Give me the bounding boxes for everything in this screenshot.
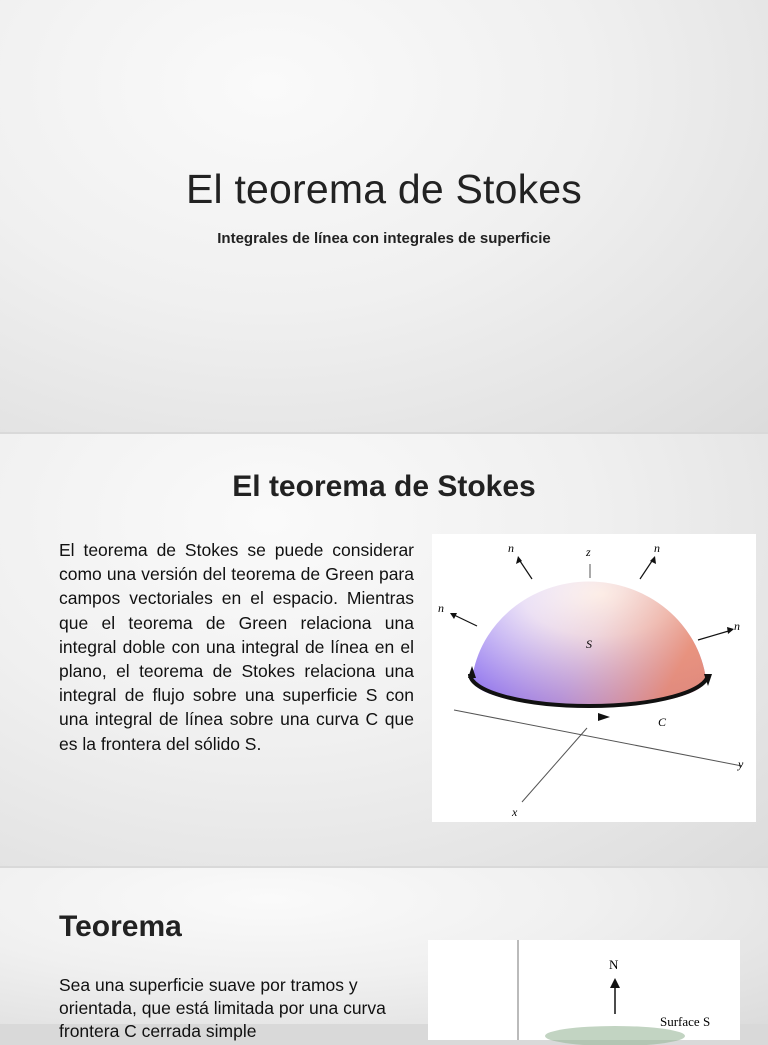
curve-label: C: [658, 715, 667, 729]
slide-title: El teorema de Stokes: [232, 470, 536, 503]
normal-label: n⃗: [654, 541, 670, 555]
stokes-intro-slide: [0, 434, 768, 866]
surface-label: S: [586, 637, 592, 651]
x-axis-label: x: [512, 805, 518, 819]
slide-body-text: El teorema de Stokes se puede considerar como una versión del teorema de Green para campos vectoriales en el espacio. Mientras que el teorema de Green relaciona una integral doble con una integral de línea en el plano, el teorema de Stokes relaciona una integral de flujo sobre una superficie S con una integral de línea sobre una curva C que es la frontera del sólido S.: [59, 540, 414, 754]
curve-arrow: [598, 713, 610, 721]
slide-subtitle: Integrales de línea con integrales de superficie: [217, 230, 551, 247]
normal-vector: [698, 630, 732, 640]
slide-title: Teorema: [59, 910, 182, 943]
normal-label: n⃗: [438, 601, 454, 615]
hemisphere-diagram: [432, 534, 756, 822]
normal-vector: [452, 614, 477, 626]
title-slide: [0, 0, 768, 432]
hemisphere-figure: [432, 534, 756, 822]
theorem-slide: [0, 868, 768, 1041]
x-axis-line: [522, 728, 587, 802]
y-axis-label: y: [738, 757, 744, 771]
slide-title: El teorema de Stokes: [186, 166, 582, 212]
surface-diagram: [428, 940, 740, 1040]
normal-arrow: [610, 978, 620, 988]
normal-label: n⃗: [508, 541, 524, 555]
z-axis-label: z: [586, 545, 591, 559]
normal-label: n⃗: [734, 619, 750, 633]
slide-body-text: Sea una superficie suave por tramos y orientada, que está limitada por una curva frontera C cerrada simple: [59, 975, 386, 1041]
surface-figure: [428, 940, 740, 1040]
surface-label: Surface S: [660, 1014, 711, 1029]
normal-label: N: [609, 957, 619, 972]
